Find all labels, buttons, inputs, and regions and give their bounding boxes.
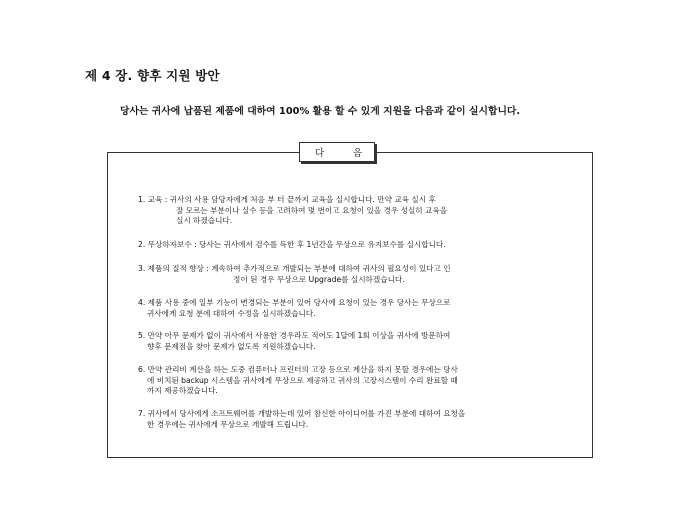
list-item-line: 1. 교육 : 귀사의 사용 담당자에게 처음 부 터 끝까지 교육을 실시합니다. 만약 교육 실시 후	[138, 195, 436, 204]
box-label-char-2: 음	[353, 148, 363, 159]
list-item-line: 까지 제공하겠습니다.	[147, 386, 218, 395]
list-item-line: 잘 모르는 부분이나 실수 등을 고려하여 몇 번이고 요청이 있을 경우 성실히 교육을	[176, 205, 448, 215]
list-item	[138, 195, 447, 227]
list-item	[138, 298, 450, 319]
list-item-line: 4. 제품 사용 중에 일부 기능이 변경되는 부분이 있어 당사에 요청이 있는 경우 당사는 무상으로	[138, 298, 451, 307]
box-label-char-1: 다	[315, 148, 325, 159]
list-item	[138, 240, 446, 251]
list-item-line: 3. 제품의 질적 향상 : 계속하여 추가적으로 개발되는 부분에 대하여 귀사의 필요성이 있다고 인	[138, 264, 451, 273]
chapter-title: 제 4 장. 향후 지원 방안	[85, 68, 220, 83]
list-item-line: 귀사에게 요청 분에 대하여 수정을 실시하겠습니다.	[147, 308, 316, 318]
list-item-line: 6. 만약 관리비 계산을 하는 도중 컴퓨터나 프린터의 고장 등으로 계산을 하지 못할 경우에는 당사	[138, 365, 458, 374]
list-item-line: 2. 무상하자보수 : 당사는 귀사에서 검수를 득한 후 1년간을 무상으로 유지보수를 실시합니다.	[138, 240, 446, 249]
list-item	[138, 331, 450, 352]
list-item-line: 5. 만약 아무 문제가 없이 귀사에서 사용한 경우라도 적어도 1달에 1회 이상을 귀사에 방문하여	[138, 331, 451, 340]
box-label	[299, 142, 375, 162]
list-item	[138, 264, 451, 285]
list-item	[138, 409, 465, 430]
list-item-line: 향후 문제점을 찾아 문제가 없도록 지원하겠습니다.	[147, 341, 316, 351]
list-item-line: 에 비치된 backup 시스템을 귀사에게 무상으로 제공하고 귀사의 고장시스템이 수리 완료할 때	[147, 375, 458, 385]
list-item-line: 7. 귀사에서 당사에게 소프트웨어를 개발하는데 있어 참신한 아이디어를 가진 부분에 대하여 요청을	[138, 409, 466, 418]
list-item	[138, 365, 458, 397]
list-item-line: 정이 된 경우 무상으로 Upgrade를 실시하겠습니다.	[233, 274, 405, 284]
list-item-line: 한 경우에는 귀사에게 무상으로 개발해 드립니다.	[147, 419, 309, 429]
list-item-line: 실시 하겠습니다.	[176, 216, 233, 225]
intro-text: 당사는 귀사에 납품된 제품에 대하여 100% 활용 할 수 있게 지원을 다음과 같이 실시합니다.	[120, 106, 521, 117]
